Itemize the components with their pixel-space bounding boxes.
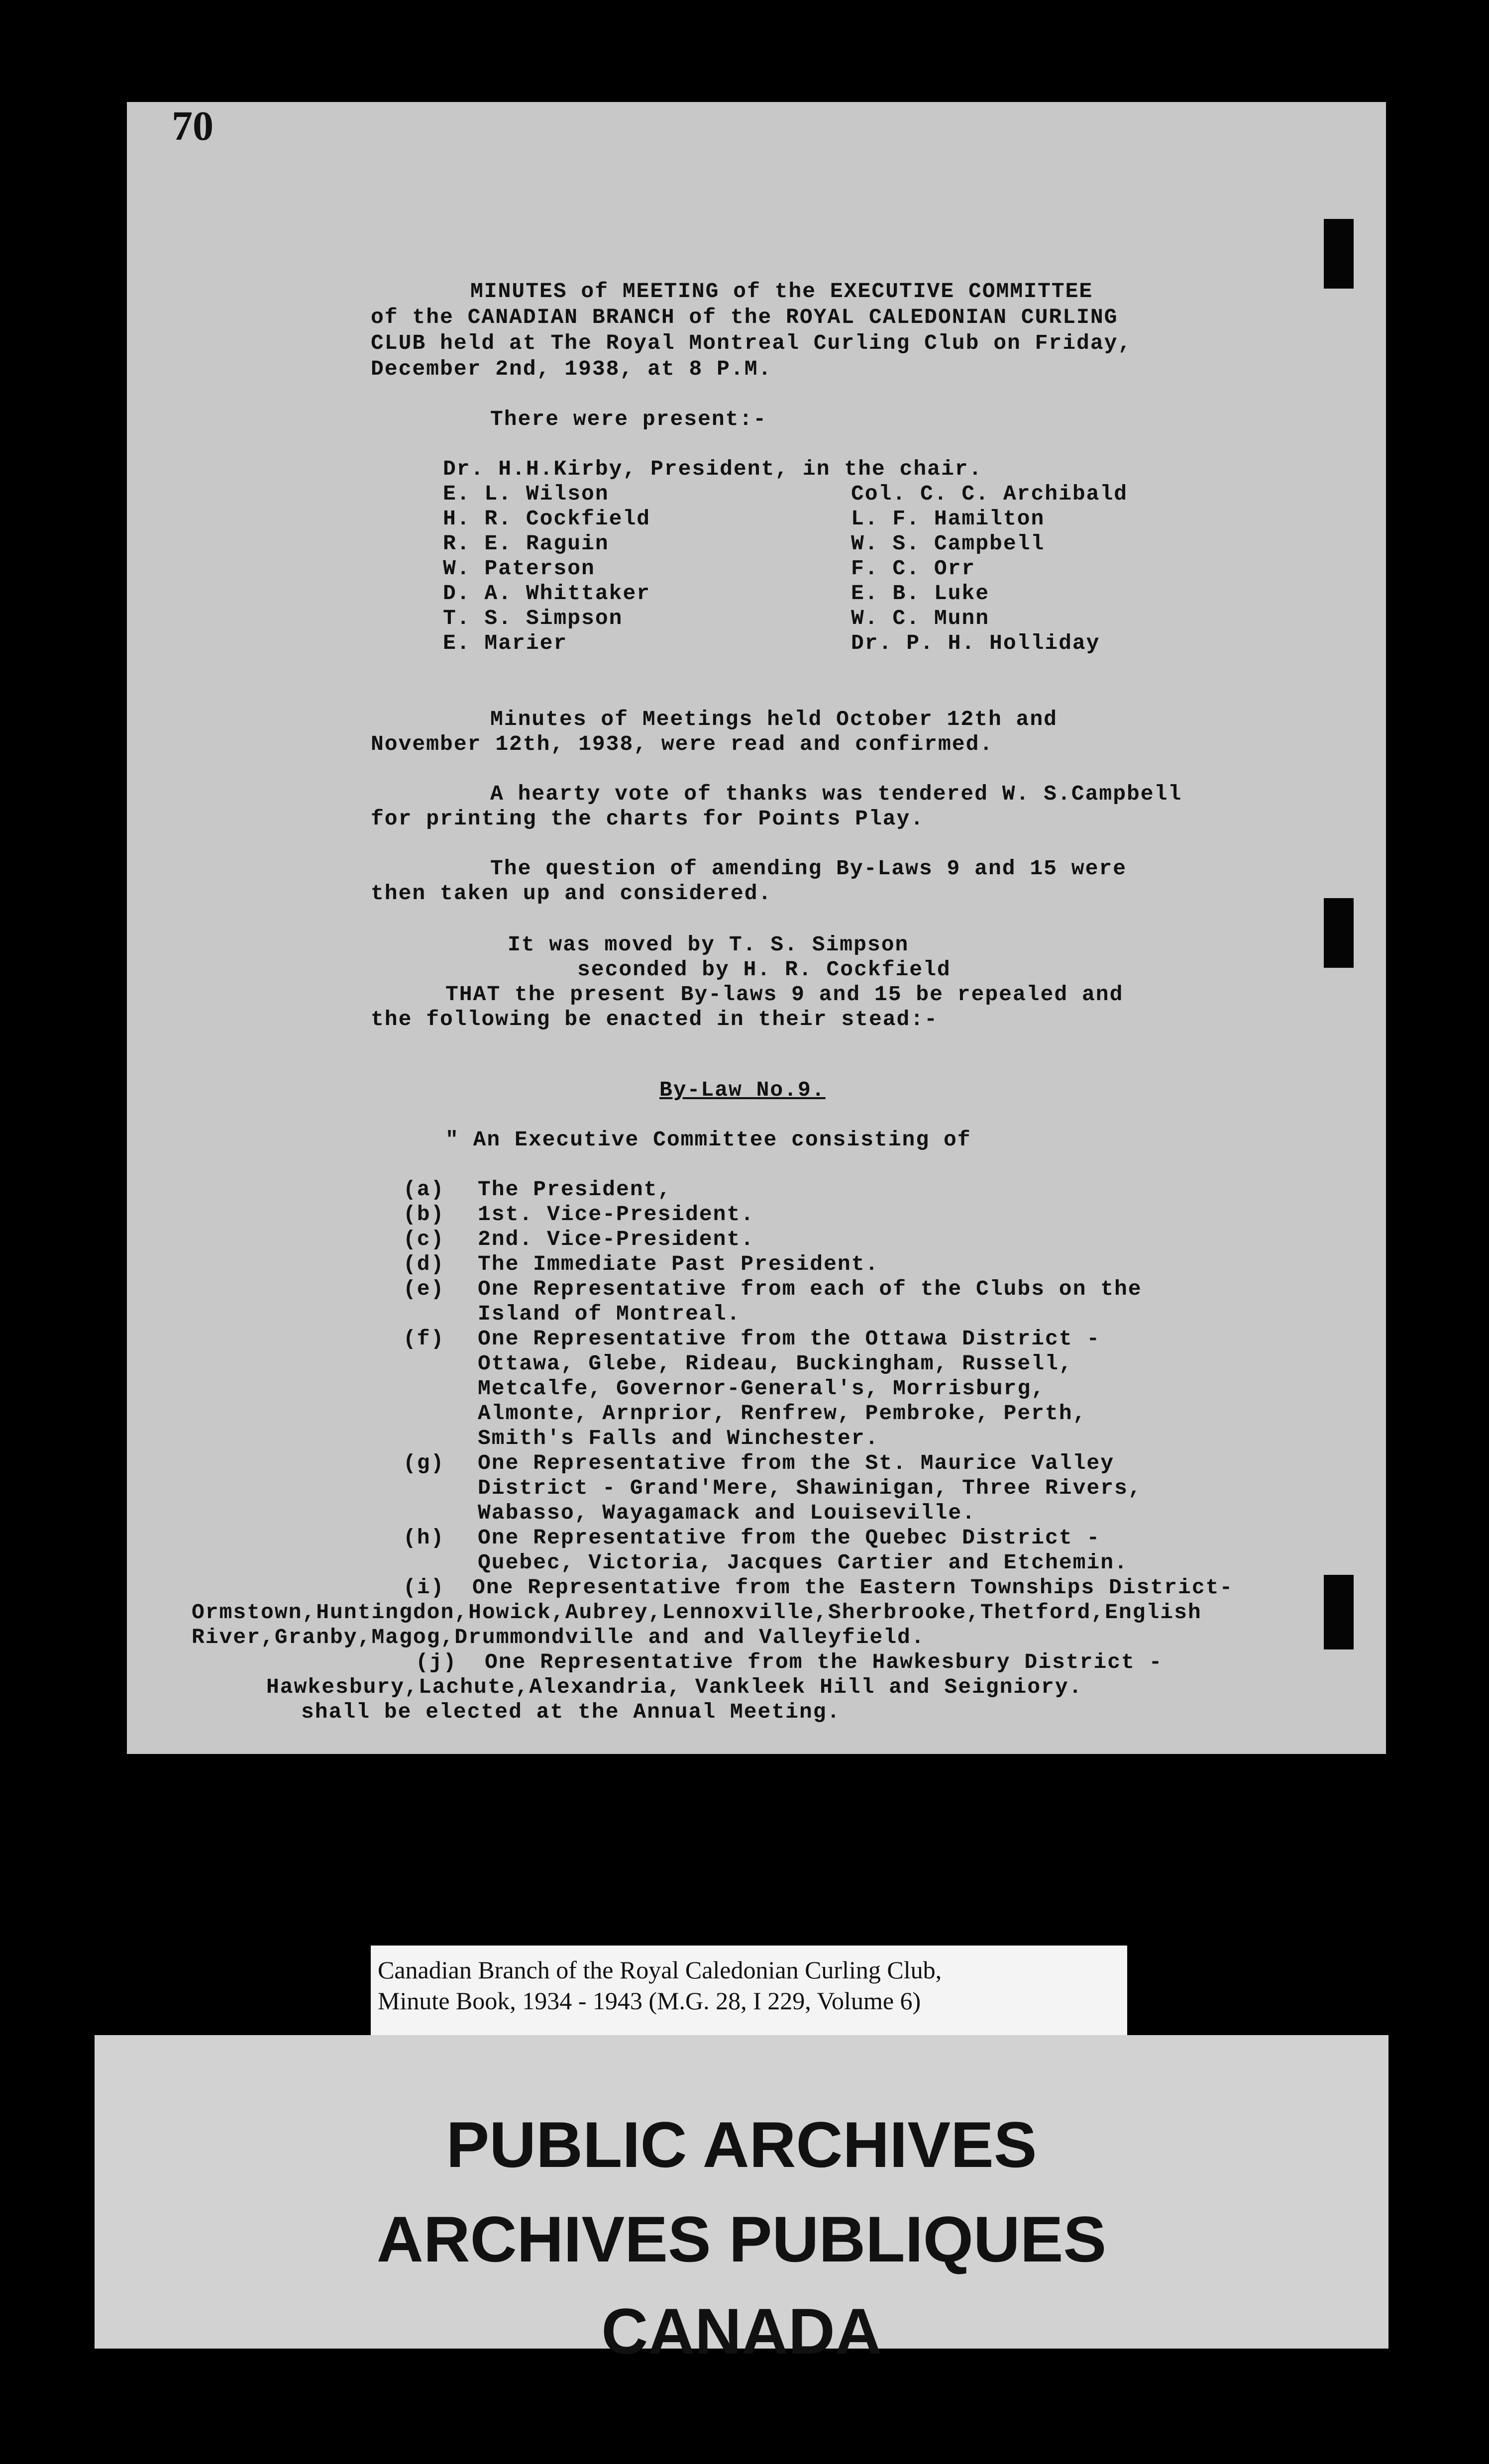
header-line: CLUB held at The Royal Montreal Curling Club on Friday, — [371, 331, 1132, 355]
item-label: (g) — [403, 1451, 445, 1475]
attendee-right: W. C. Munn — [851, 606, 990, 630]
archive-stamp — [95, 2035, 1388, 2367]
paragraph-line: for printing the charts for Points Play. — [371, 807, 925, 831]
item-text: Ottawa, Glebe, Rideau, Buckingham, Russell, — [478, 1351, 1073, 1376]
item-text: Quebec, Victoria, Jacques Cartier and Etchemin. — [478, 1550, 1128, 1575]
item-text: The President, — [478, 1177, 672, 1202]
item-label: (h) — [403, 1526, 445, 1550]
item-text: River,Granby,Magog,Drummondville and and Valleyfield. — [192, 1625, 925, 1649]
item-text: Island of Montreal. — [478, 1302, 741, 1326]
item-text: Metcalfe, Governor-General's, Morrisburg, — [478, 1376, 1045, 1401]
chair-line: Dr. H.H.Kirby, President, in the chair. — [443, 457, 983, 481]
attendee-right: F. C. Orr — [851, 556, 976, 581]
archive-line: ARCHIVES PUBLIQUES — [376, 2203, 1107, 2275]
paragraph-line: November 12th, 1938, were read and confirmed. — [371, 732, 994, 756]
item-text: (j) One Representative from the Hawkesbury District - — [416, 1650, 1163, 1674]
paragraph-line: Minutes of Meetings held October 12th and — [490, 707, 1058, 731]
item-label: (c) — [403, 1227, 445, 1251]
item-text: One Representative from the Ottawa District - — [478, 1327, 1101, 1351]
item-text: Ormstown,Huntingdon,Howick,Aubrey,Lennoxville,Sherbrooke,Thetford,English — [192, 1600, 1202, 1625]
item-text: The Immediate Past President. — [478, 1252, 879, 1276]
attendee-left: D. A. Whittaker — [443, 581, 651, 606]
attendee-right: L. F. Hamilton — [851, 507, 1045, 531]
binding-mark — [1324, 898, 1354, 968]
item-text: One Representative from each of the Clubs on the — [478, 1277, 1142, 1301]
attendee-right: W. S. Campbell — [851, 531, 1045, 556]
motion-line: It was moved by T. S. Simpson — [508, 932, 909, 957]
attendee-left: T. S. Simpson — [443, 606, 623, 630]
item-text: (i) One Representative from the Eastern Townships District- — [403, 1575, 1234, 1600]
attendee-left: E. L. Wilson — [443, 482, 609, 506]
bylaw-title: By-Law No.9. — [659, 1078, 826, 1102]
header-line: December 2nd, 1938, at 8 P.M. — [371, 357, 772, 381]
item-text: Hawkesbury,Lachute,Alexandria, Vankleek Hill and Seigniory. — [266, 1675, 1083, 1699]
document-page — [127, 102, 1386, 1754]
source-line: Minute Book, 1934 - 1943 (M.G. 28, I 229, Volume 6) — [378, 1987, 921, 2015]
motion-line: the following be enacted in their stead:- — [371, 1007, 938, 1031]
motion-line: seconded by H. R. Cockfield — [577, 957, 951, 982]
attendee-right: Col. C. C. Archibald — [851, 482, 1128, 506]
archive-line: PUBLIC ARCHIVES — [446, 2108, 1037, 2181]
binding-mark — [1324, 219, 1354, 289]
closing-line: shall be elected at the Annual Meeting. — [301, 1700, 841, 1724]
item-label: (d) — [403, 1252, 445, 1276]
item-text: One Representative from the Quebec District - — [478, 1526, 1101, 1550]
attendee-left: W. Paterson — [443, 556, 595, 581]
source-label — [371, 1946, 1127, 2035]
present-intro: There were present:- — [490, 407, 767, 431]
binding-mark — [1324, 1575, 1354, 1649]
item-text: 1st. Vice-President. — [478, 1202, 755, 1227]
item-text: Wabasso, Wayagamack and Louiseville. — [478, 1501, 976, 1525]
header-line: MINUTES of MEETING of the EXECUTIVE COMMITTEE — [470, 279, 1093, 304]
attendee-right: E. B. Luke — [851, 581, 990, 606]
item-label: (b) — [403, 1202, 445, 1227]
item-label: (a) — [403, 1177, 445, 1202]
attendee-left: R. E. Raguin — [443, 531, 609, 556]
attendee-right: Dr. P. H. Holliday — [851, 631, 1100, 655]
item-label: (e) — [403, 1277, 445, 1301]
header-line: of the CANADIAN BRANCH of the ROYAL CALEDONIAN CURLING — [371, 305, 1118, 329]
attendee-left: E. Marier — [443, 631, 568, 655]
archive-line: CANADA — [601, 2295, 882, 2367]
item-label: (f) — [403, 1327, 445, 1351]
item-text: Smith's Falls and Winchester. — [478, 1426, 879, 1450]
motion-line: THAT the present By-laws 9 and 15 be repealed and — [445, 982, 1124, 1007]
item-text: District - Grand'Mere, Shawinigan, Three Rivers, — [478, 1476, 1142, 1500]
source-line: Canadian Branch of the Royal Caledonian Curling Club, — [378, 1956, 942, 1984]
item-text: Almonte, Arnprior, Renfrew, Pembroke, Perth, — [478, 1401, 1087, 1426]
page-number: 70 — [172, 103, 213, 149]
item-text: 2nd. Vice-President. — [478, 1227, 755, 1251]
paragraph-line: A hearty vote of thanks was tendered W. S.Campbell — [490, 782, 1182, 806]
attendee-left: H. R. Cockfield — [443, 507, 651, 531]
paragraph-line: The question of amending By-Laws 9 and 15 were — [490, 856, 1127, 881]
bylaw-intro: " An Executive Committee consisting of — [445, 1128, 971, 1152]
paragraph-line: then taken up and considered. — [371, 881, 772, 906]
item-text: One Representative from the St. Maurice Valley — [478, 1451, 1114, 1475]
